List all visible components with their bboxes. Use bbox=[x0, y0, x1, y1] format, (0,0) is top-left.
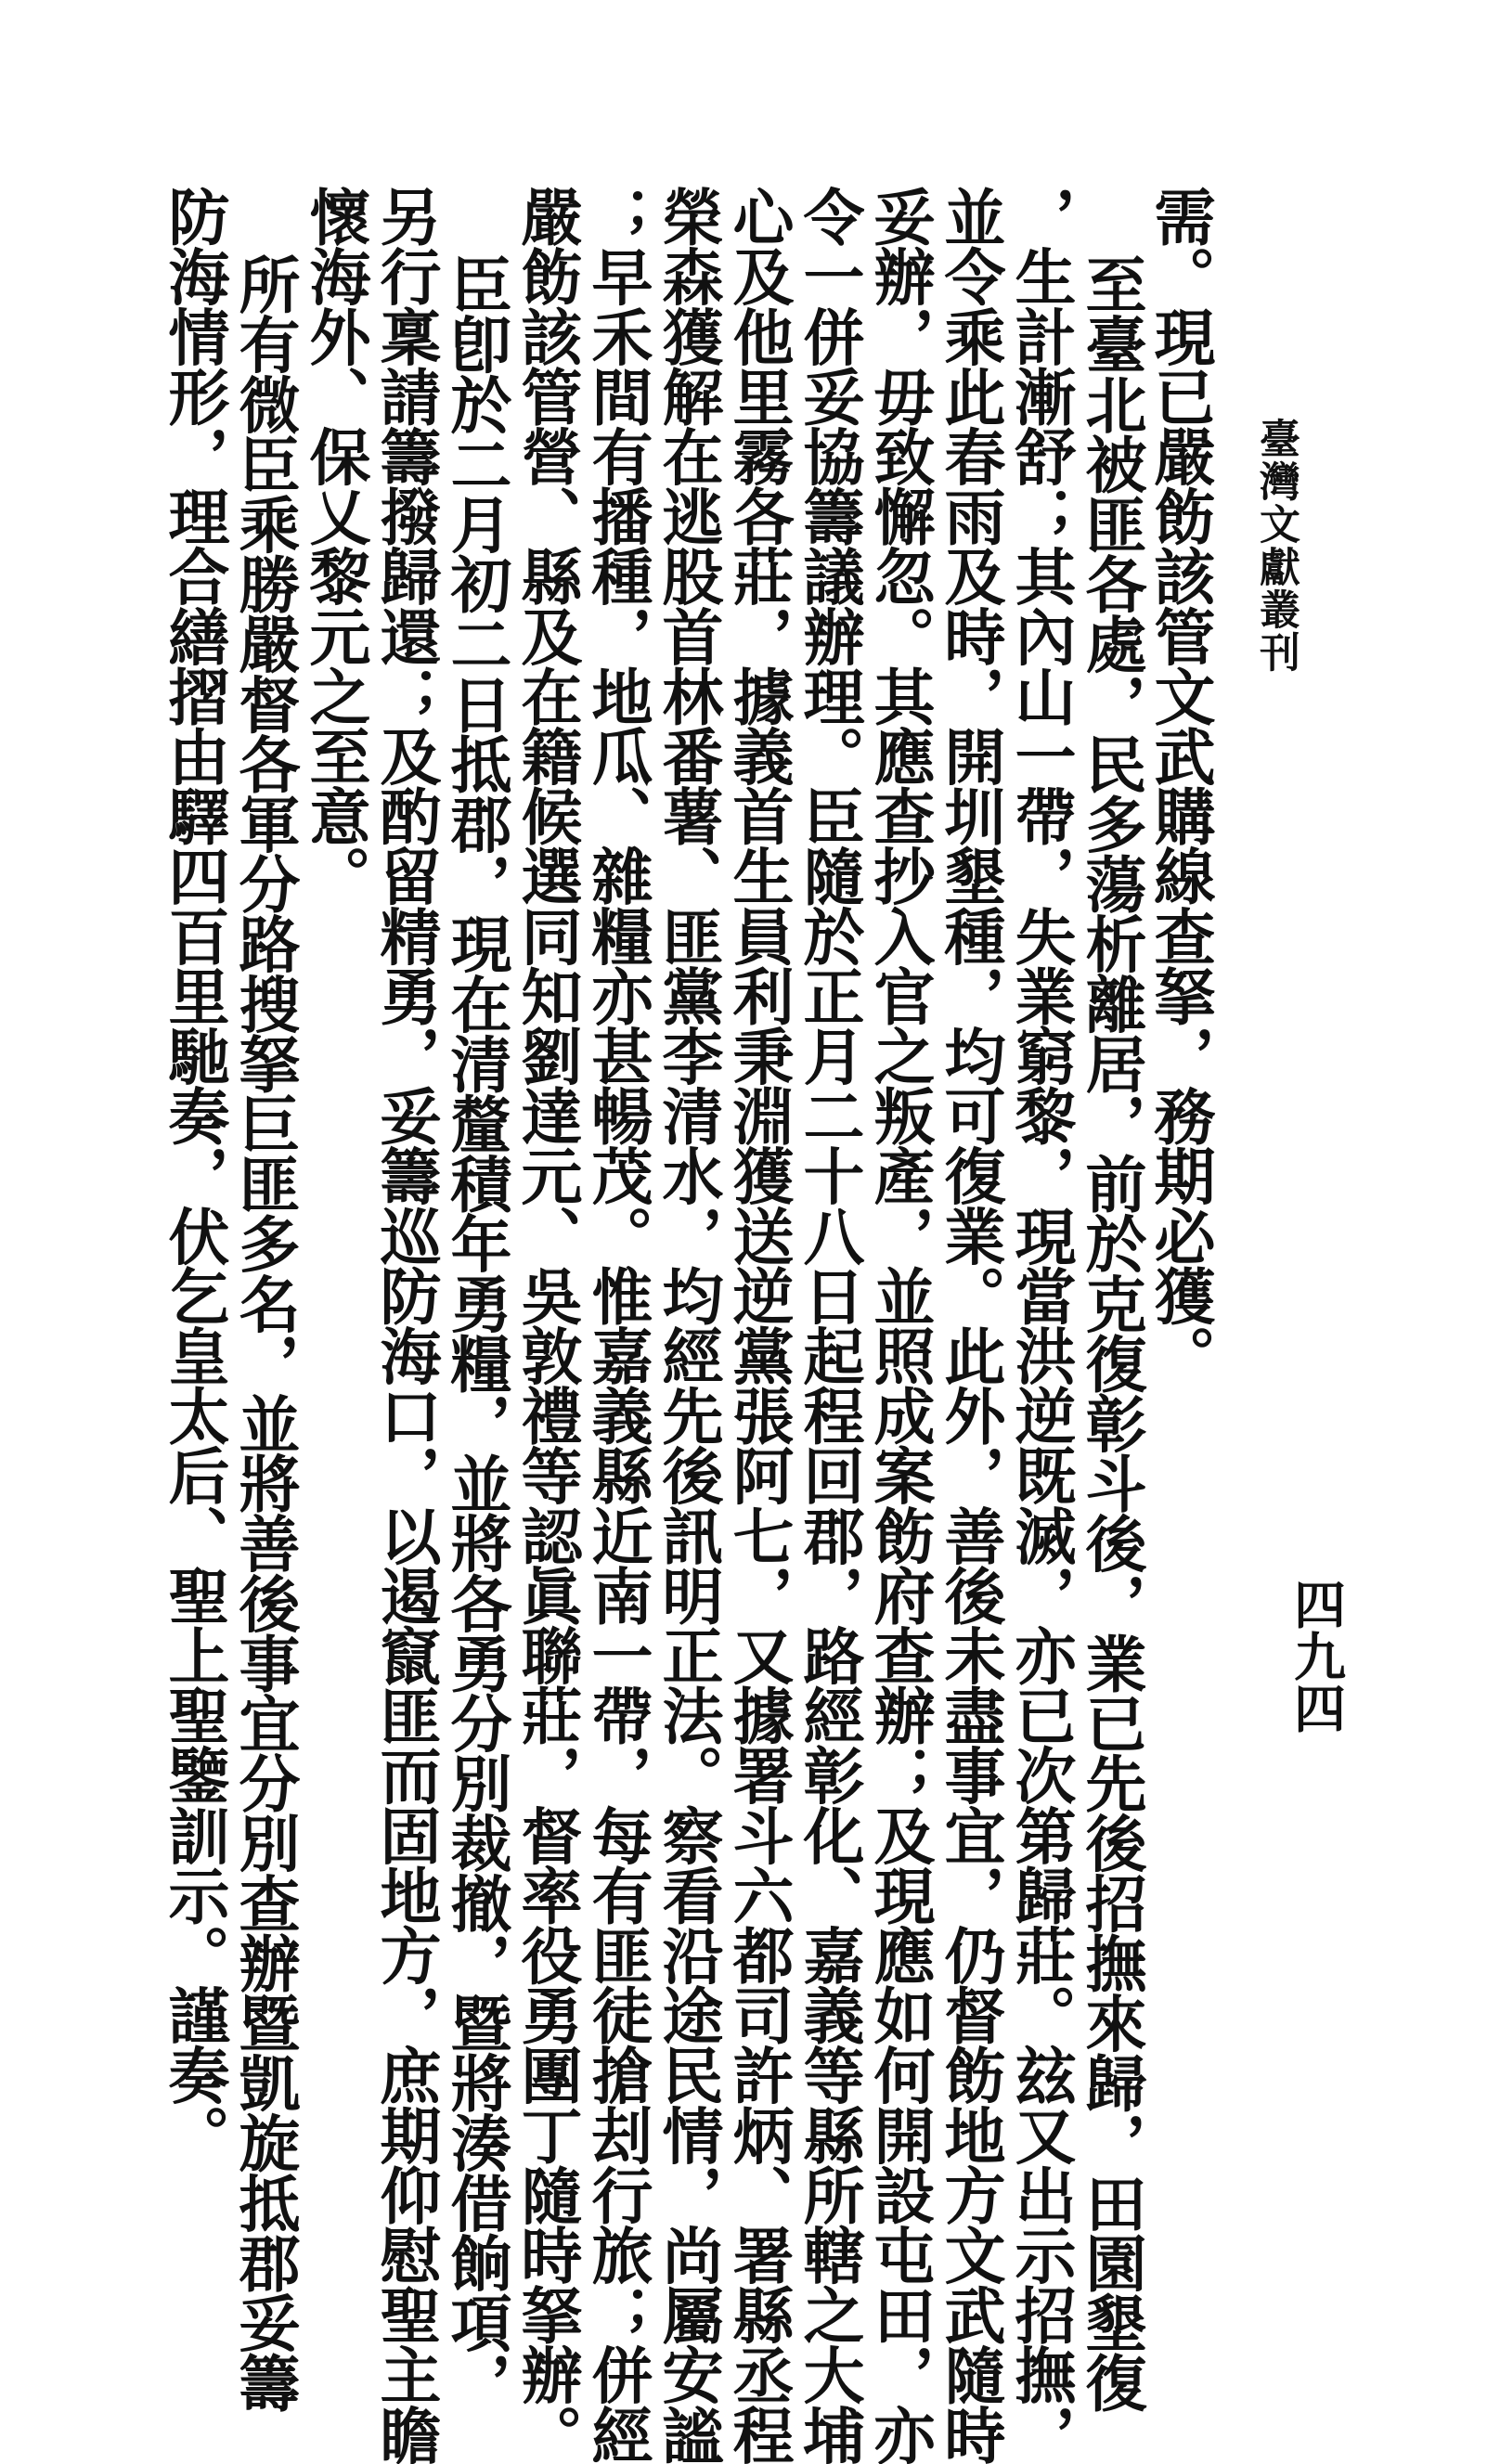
text-column-9: ；早禾間有播種，地瓜、雜糧亦甚暢茂。惟嘉義縣近南一帶，每有匪徒搶刦行旅；併經 bbox=[581, 186, 653, 2464]
text-column-6: 令一併妥協籌議辦理。臣隨於正月二十八日起程回郡，路經彰化、嘉義等縣所轄之大埔 bbox=[793, 186, 865, 2464]
text-column-4: 並令乘此春雨及時，開圳墾種，均可復業。此外，善後未盡事宜，仍督飭地方文武隨時 bbox=[934, 186, 1006, 2464]
text-column-11: 臣卽於二月初二日抵郡，現在清釐積年勇糧，並將各勇分別裁撤，暨將湊借餉項， bbox=[440, 253, 512, 2412]
text-column-13: 懷海外、保乂黎元之至意。 bbox=[299, 186, 371, 906]
text-column-2: 至臺北被匪各處，民多蕩析離居，前於克復彰斗後，業已先後招撫來歸，田園墾復 bbox=[1075, 253, 1147, 2412]
text-column-12: 另行稟請籌撥歸還；及酌留精勇，妥籌巡防海口，以遏竄匪而固地方，庶期仰慰聖主瞻 bbox=[369, 186, 442, 2464]
text-column-7: 心及他里霧各莊，據義首生員利秉淵獲送逆黨張阿七，又據署斗六都司許炳、署縣丞程 bbox=[722, 186, 795, 2464]
page-number: 四九四 bbox=[1286, 1578, 1347, 1734]
text-column-10: 嚴飭該管營、縣及在籍候選同知劉達元、吳敦禮等認眞聯莊，督率役勇團丁隨時拏辦。 bbox=[511, 186, 583, 2464]
text-column-3: ，生計漸舒；其內山一帶，失業窮黎，現當洪逆既滅，亦已次第歸莊。玆又出示招撫， bbox=[1004, 186, 1077, 2464]
book-title: 臺灣文獻叢刊 bbox=[1252, 418, 1300, 674]
text-column-8: 榮森獲解在逃股首林番薯、匪黨李清水，均經先後訊明正法。察看沿途民情，尚屬安謐 bbox=[652, 186, 724, 2464]
text-column-1: 需。現已嚴飭該管文武購線查拏，務期必獲。 bbox=[1144, 186, 1216, 1386]
text-column-14: 所有微臣乘勝嚴督各軍分路搜拏巨匪多名，並將善後事宜分別查辦暨凱旋抵郡妥籌 bbox=[228, 253, 301, 2412]
text-column-5: 妥辦，毋致懈忽。其應查抄入官之叛產，並照成案飭府查辦；及現應如何開設屯田，亦 bbox=[863, 186, 936, 2464]
text-column-15: 防海情形，理合繕摺由驛四百里馳奏，伏乞皇太后、聖上聖鑒訓示。謹奏。 bbox=[158, 186, 230, 2164]
